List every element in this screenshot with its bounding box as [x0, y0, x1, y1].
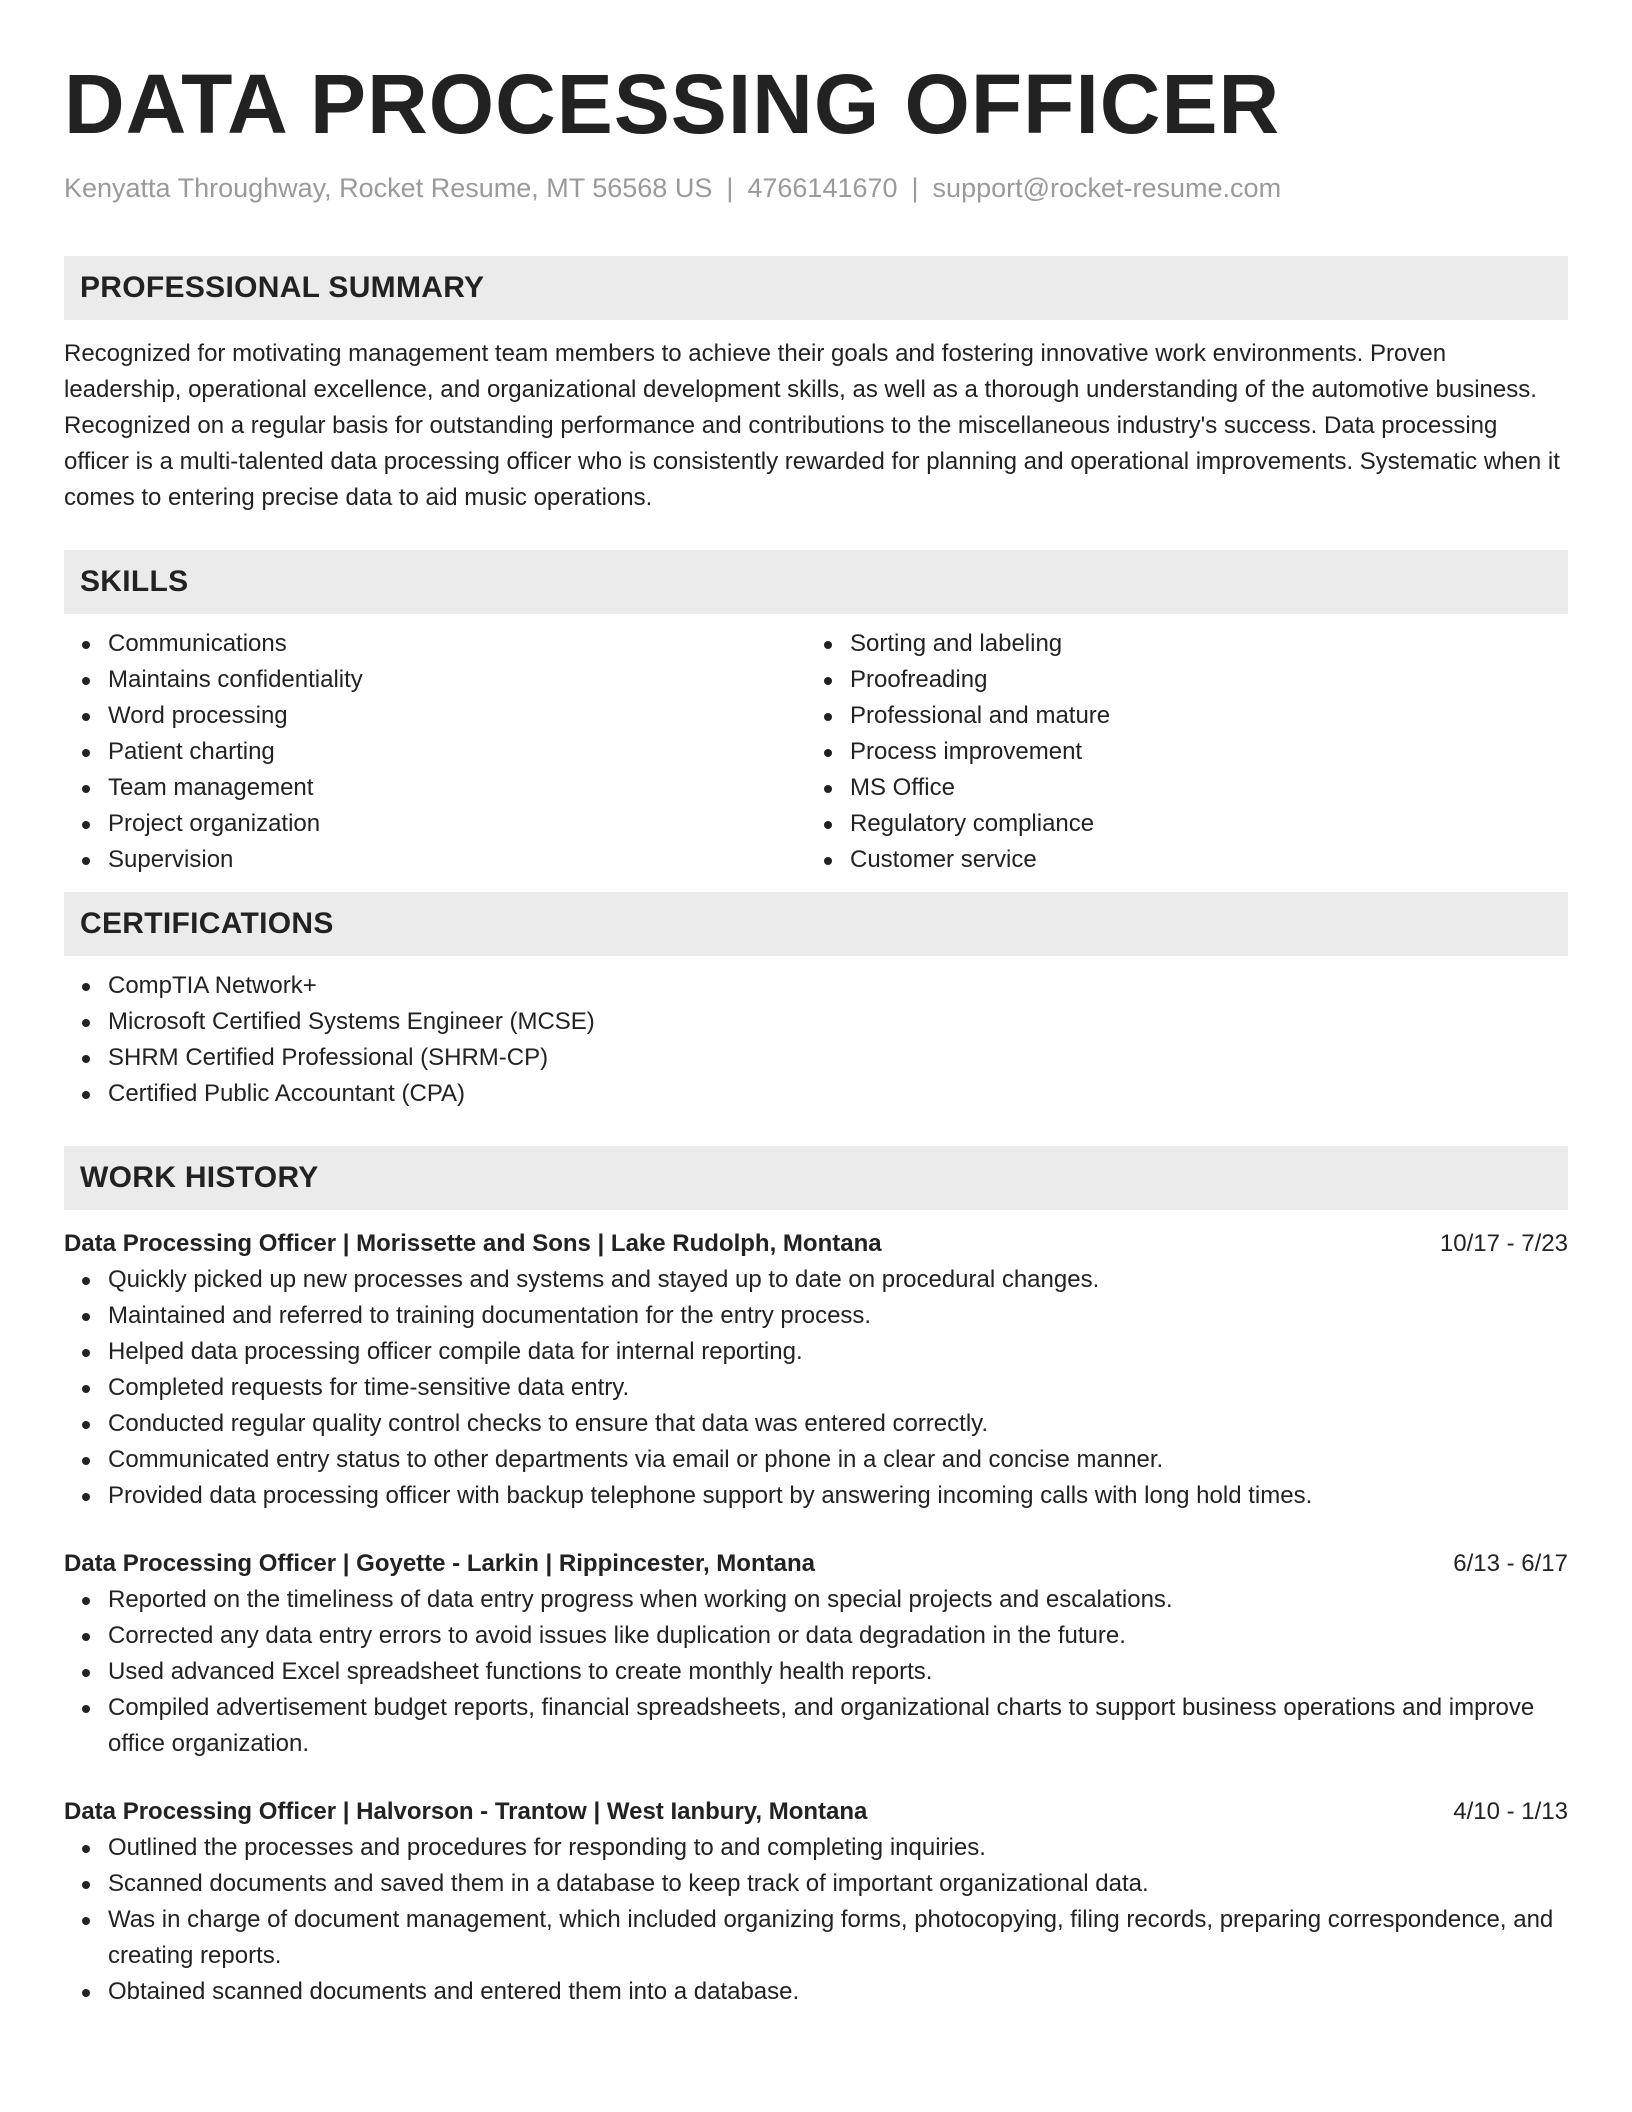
job-bullets: [64, 1582, 1568, 1762]
skills-column-right: [806, 626, 1548, 878]
job-bullet: Communicated entry status to other departments via email or phone in a clear and concise manner.: [108, 1442, 1568, 1478]
certifications-list: [64, 968, 1568, 1112]
contact-separator: |: [911, 173, 919, 203]
summary-text: Recognized for motivating management team members to achieve their goals and fostering innovative work environments. Proven leadership, operational excellence, and organizational development skills, as well as a thorough understanding of the automotive business. Recognized on a regular basis for outstanding performance and contributions to the miscellaneous industry's success. Data processing officer is a multi-talented data processing officer who is consistently rewarded for planning and operational improvements. Systematic when it comes to entering precise data to aid music operations.: [64, 340, 1560, 511]
job-bullet: Provided data processing officer with backup telephone support by answering incoming calls with long hold times.: [108, 1478, 1568, 1514]
job-heading: Data Processing Officer | Halvorson - Trantow | West Ianbury, Montana: [64, 1798, 868, 1825]
skill-item: Customer service: [850, 842, 1548, 878]
skill-item: Supervision: [108, 842, 806, 878]
resume-name: DATA PROCESSING OFFICER: [64, 57, 1281, 151]
summary-section-header: [64, 256, 1568, 320]
job-heading: Data Processing Officer | Morissette and Sons | Lake Rudolph, Montana: [64, 1230, 882, 1257]
contact-phone: 4766141670: [747, 173, 898, 203]
certifications-section-header: [64, 892, 1568, 956]
job-bullet: Conducted regular quality control checks to ensure that data was entered correctly.: [108, 1406, 1568, 1442]
skill-item: Professional and mature: [850, 698, 1548, 734]
skills-list-left: [64, 626, 806, 878]
skills-section-title: SKILLS: [80, 565, 189, 598]
job-bullets: [64, 1830, 1568, 2010]
job-header: [64, 1794, 1568, 1830]
summary-section-title: PROFESSIONAL SUMMARY: [80, 271, 485, 304]
skill-item: Patient charting: [108, 734, 806, 770]
job-bullet: Helped data processing officer compile data for internal reporting.: [108, 1334, 1568, 1370]
job-entry: [64, 1794, 1568, 2010]
skill-item: Sorting and labeling: [850, 626, 1548, 662]
certification-item: Microsoft Certified Systems Engineer (MCSE): [108, 1004, 1568, 1040]
job-bullet: Compiled advertisement budget reports, financial spreadsheets, and organizational charts to support business operations and improve office organization.: [108, 1690, 1568, 1762]
job-heading: Data Processing Officer | Goyette - Larkin | Rippincester, Montana: [64, 1550, 815, 1577]
job-bullet: Used advanced Excel spreadsheet functions to create monthly health reports.: [108, 1654, 1568, 1690]
job-dates: 6/13 - 6/17: [1453, 1550, 1568, 1577]
job-bullet: Completed requests for time-sensitive data entry.: [108, 1370, 1568, 1406]
job-bullet: Corrected any data entry errors to avoid issues like duplication or data degradation in the future.: [108, 1618, 1568, 1654]
job-bullet: Was in charge of document management, which included organizing forms, photocopying, filing records, preparing correspondence, and creating reports.: [108, 1902, 1568, 1974]
certification-item: SHRM Certified Professional (SHRM-CP): [108, 1040, 1568, 1076]
job-dates: 4/10 - 1/13: [1453, 1798, 1568, 1825]
job-bullet: Maintained and referred to training documentation for the entry process.: [108, 1298, 1568, 1334]
skill-item: Process improvement: [850, 734, 1548, 770]
job-bullet: Outlined the processes and procedures for responding to and completing inquiries.: [108, 1830, 1568, 1866]
skills-list-right: [806, 626, 1548, 878]
job-bullet: Obtained scanned documents and entered them into a database.: [108, 1974, 1568, 2010]
job-bullets: [64, 1262, 1568, 1514]
skill-item: Proofreading: [850, 662, 1548, 698]
skill-item: Communications: [108, 626, 806, 662]
job-header: [64, 1226, 1568, 1262]
skill-item: MS Office: [850, 770, 1548, 806]
work-section-header: [64, 1146, 1568, 1210]
skill-item: Project organization: [108, 806, 806, 842]
skill-item: Team management: [108, 770, 806, 806]
skills-section-header: [64, 550, 1568, 614]
certification-item: CompTIA Network+: [108, 968, 1568, 1004]
resume-page: [64, 0, 1568, 2010]
contact-address: Kenyatta Throughway, Rocket Resume, MT 56568 US: [64, 173, 713, 203]
job-dates: 10/17 - 7/23: [1439, 1230, 1568, 1257]
job-header: [64, 1546, 1568, 1582]
skills-column-left: [64, 626, 806, 878]
contact-line: [64, 170, 1568, 206]
skill-item: Regulatory compliance: [850, 806, 1548, 842]
skills-grid: [64, 626, 1568, 878]
work-section-title: WORK HISTORY: [80, 1161, 319, 1194]
job-entry: [64, 1226, 1568, 1514]
contact-email: support@rocket-resume.com: [932, 173, 1282, 203]
certification-item: Certified Public Accountant (CPA): [108, 1076, 1568, 1112]
contact-separator: |: [726, 173, 734, 203]
job-bullet: Reported on the timeliness of data entry progress when working on special projects and escalations.: [108, 1582, 1568, 1618]
job-bullet: Scanned documents and saved them in a database to keep track of important organizational data.: [108, 1866, 1568, 1902]
job-bullet: Quickly picked up new processes and systems and stayed up to date on procedural changes.: [108, 1262, 1568, 1298]
skill-item: Maintains confidentiality: [108, 662, 806, 698]
certifications-section-title: CERTIFICATIONS: [80, 907, 334, 940]
skill-item: Word processing: [108, 698, 806, 734]
job-entry: [64, 1546, 1568, 1762]
